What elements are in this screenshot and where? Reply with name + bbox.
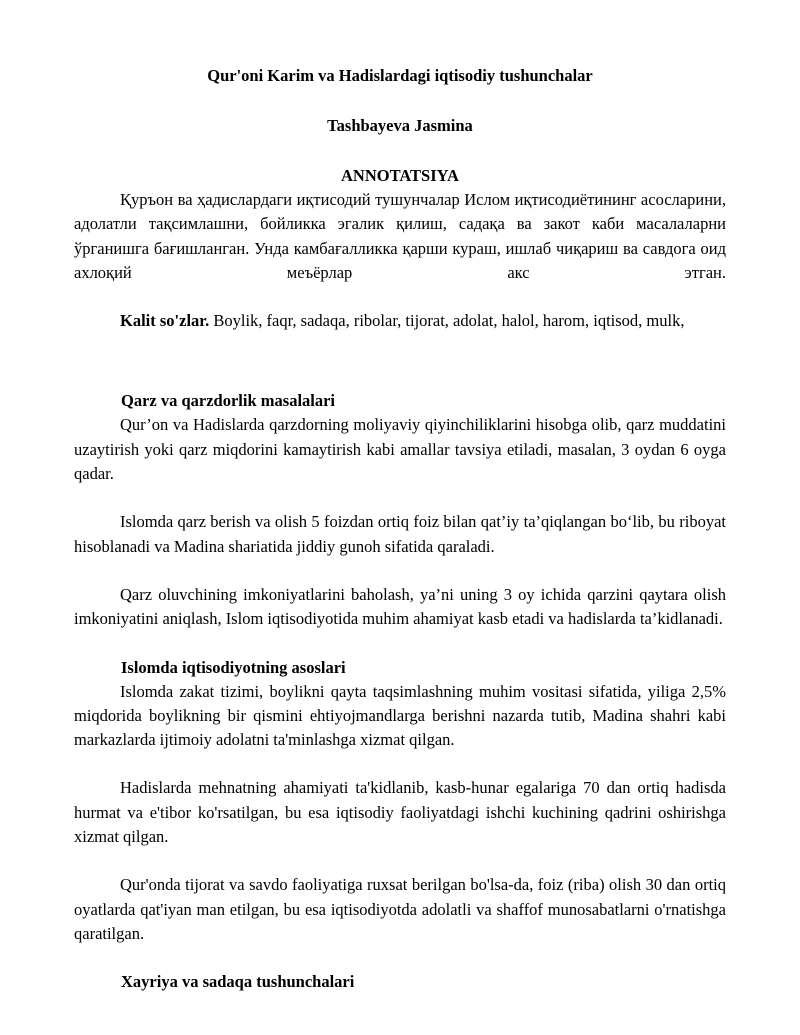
section-1-paragraph-2: Islomda qarz berish va olish 5 foizdan ortiq foiz bilan qat’iy ta’qiqlangan bo‘lib, bu riboyat hisoblanadi va Madina shariatida jiddiy gunoh sifatida qaraladi. bbox=[74, 512, 726, 556]
author-name: Tashbayeva Jasmina bbox=[327, 116, 473, 135]
annotation-text: Қуръон ва ҳадислардаги иқтисодий тушунчалар Ислом иқтисодиётининг асосларини, адолатли тақсимлашни, бойликка эгалик қилиш, садақа ва закот каби масалаларни ўрганишга бағишланган. Унда камбағалликка қарши кураш, ишлаб чиқариш ва савдога оид ахлоқий меъёрлар акс этган. bbox=[74, 190, 726, 282]
section-2-paragraph-3: Qur'onda tijorat va savdo faoliyatiga ruxsat berilgan bo'lsa-da, foiz (riba) olish 30 dan ortiq oyatlarda qat'iyan man etilgan, bu esa iqtisodiyotda adolatli va shaffof munosabatlarni o'rnatishga qaratilgan. bbox=[74, 875, 726, 943]
keywords-label: Kalit so'zlar. bbox=[120, 311, 210, 331]
section-heading-charity: Xayriya va sadaqa tushunchalari bbox=[121, 972, 355, 992]
keywords-text: Boylik, faqr, sadaqa, ribolar, tijorat, adolat, halol, harom, iqtisod, mulk, bbox=[213, 311, 685, 331]
section-1-paragraph-1: Qur’on va Hadislarda qarzdorning moliyaviy qiyinchiliklarini hisobga olib, qarz muddatini uzaytirish yoki qarz miqdorini kamaytirish kabi amallar tavsiya etiladi, masalan, 3 oydan 6 oyga qadar. bbox=[74, 415, 726, 484]
section-1-paragraph-3: Qarz oluvchining imkoniyatlarini baholash, ya’ni uning 3 oy ichida qarzini qaytara olish imkoniyatini aniqlash, Islom iqtisodiyotida muhim ahamiyat kasb etadi va hadislarda ta’kidlanadi. bbox=[74, 584, 726, 629]
section-heading-debt: Qarz va qarzdorlik masalalari bbox=[121, 391, 336, 411]
paper-title: Qur'oni Karim va Hadislardagi iqtisodiy tushunchalar bbox=[207, 66, 593, 85]
document-page bbox=[74, 64, 726, 994]
keywords-paragraph bbox=[74, 309, 726, 333]
section-2-paragraph-2: Hadislarda mehnatning ahamiyati ta'kidlanib, kasb-hunar egalariga 70 dan ortiq hadisda hurmat va e'tibor ko'rsatilgan, bu esa iqtisodiy faoliyatdagi ishchi kuchining qadrini oshirishga xizmat qilgan. bbox=[74, 778, 726, 847]
section-heading-economy-basics: Islomda iqtisodiyotning asoslari bbox=[121, 657, 346, 677]
section-2-paragraph-1: Islomda zakat tizimi, boylikni qayta taqsimlashning muhim vositasi sifatida, yiliga 2,5% miqdorida boylikning bir qismini ehtiyojmandlarga berishni nazarda tutib, Madina shahri kabi markazlarda ijtimoiy adolatni ta'minlashga xizmat qilgan. bbox=[74, 681, 726, 750]
annotation-heading: ANNOTATSIYA bbox=[341, 166, 459, 185]
